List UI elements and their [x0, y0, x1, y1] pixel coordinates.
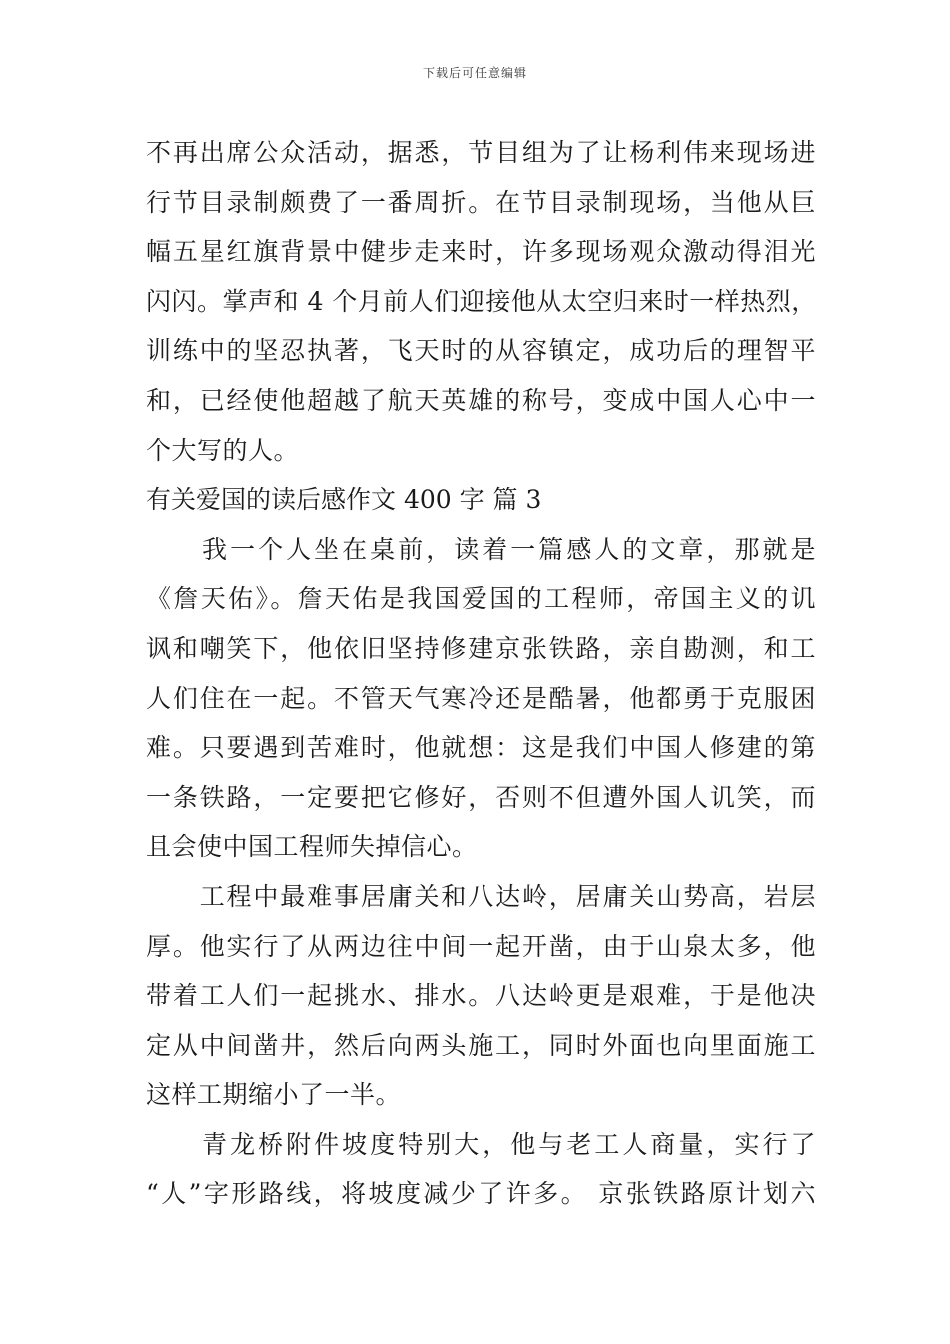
paragraph — [146, 872, 816, 1120]
heading-line: 有关爱国的读后感作文 400 字 篇 3 — [146, 485, 542, 515]
paragraph — [146, 525, 816, 872]
text-line: 定从中间凿井，然后向两头施工，同时外面也向里面施工 — [146, 1030, 816, 1060]
text-line: 幅五星红旗背景中健步走来时，许多现场观众激动得泪光 — [146, 237, 816, 267]
text-line: 讽和嘲笑下，他依旧坚持修建京张铁路，亲自勘测，和工 — [146, 633, 816, 663]
paragraph — [146, 128, 816, 475]
text-line: 这样工期缩小了一半。 — [146, 1080, 402, 1110]
text-line: 工程中最难事居庸关和八达岭，居庸关山势高，岩层 — [146, 881, 816, 911]
text-line: 难。只要遇到苦难时，他就想：这是我们中国人修建的第 — [146, 733, 816, 763]
text-line: 人们住在一起。不管天气寒冷还是酷暑，他都勇于克服困 — [146, 683, 816, 713]
text-line: 训练中的坚忍执著，飞天时的从容镇定，成功后的理智平 — [146, 336, 816, 366]
section-heading — [146, 475, 816, 525]
text-line: 青龙桥附件坡度特别大，他与老工人商量，实行了 — [146, 1129, 816, 1159]
text-line: 一条铁路，一定要把它修好，否则不但遭外国人讥笑，而 — [146, 782, 816, 812]
text-line: 厚。他实行了从两边往中间一起开凿，由于山泉太多，他 — [146, 931, 816, 961]
text-line: 我一个人坐在桌前，读着一篇感人的文章，那就是 — [146, 534, 816, 564]
text-line: 个大写的人。 — [146, 435, 300, 465]
document-body — [146, 128, 816, 1219]
text-line: 且会使中国工程师失掉信心。 — [146, 832, 478, 862]
text-line: 行节目录制颇费了一番周折。在节目录制现场，当他从巨 — [146, 187, 816, 217]
text-line: 和，已经使他超越了航天英雄的称号，变成中国人心中一 — [146, 385, 816, 415]
text-line: “人”字形路线，将坡度减少了许多。 京张铁路原计划六 — [146, 1179, 816, 1209]
text-line: 带着工人们一起挑水、排水。八达岭更是艰难，于是他决 — [146, 981, 816, 1011]
text-line: 《詹天佑》。詹天佑是我国爱国的工程师，帝国主义的讥 — [146, 584, 816, 614]
text-line: 不再出席公众活动，据悉，节目组为了让杨利伟来现场进 — [146, 138, 816, 167]
paragraph — [146, 1120, 816, 1219]
page-header: 下载后可任意编辑 — [422, 66, 527, 80]
text-line: 闪闪。掌声和 4 个月前人们迎接他从太空归来时一样热烈， — [146, 286, 817, 316]
